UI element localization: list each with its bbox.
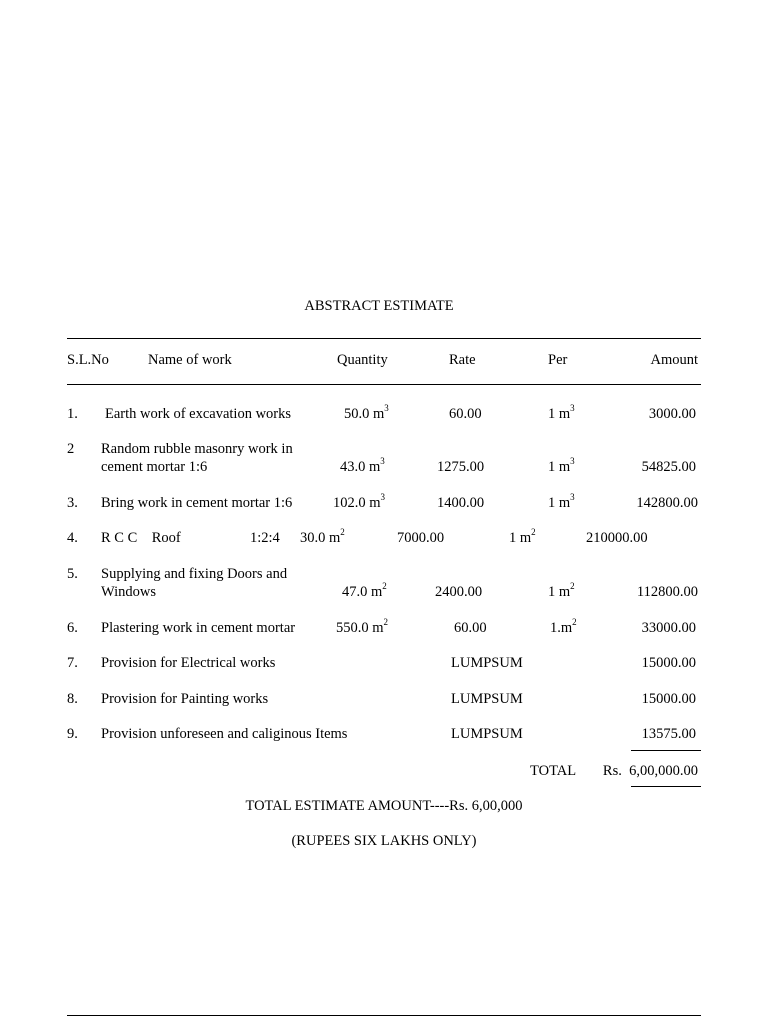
- subtotal-rule: [631, 750, 701, 751]
- row-rate: 2400.00: [435, 584, 483, 600]
- row-rate: LUMPSUM: [451, 655, 523, 671]
- row-name: Bring work in cement mortar 1:6: [101, 495, 293, 511]
- row-number: 2: [67, 441, 75, 457]
- total-label: TOTAL: [530, 763, 577, 779]
- row-number: 6.: [67, 620, 78, 636]
- row-mix-ratio: 1:2:4: [250, 530, 280, 546]
- row-rate: LUMPSUM: [451, 726, 523, 742]
- row-amount: 15000.00: [641, 691, 696, 707]
- row-rate: 1400.00: [437, 495, 485, 511]
- amount-in-words: (RUPEES SIX LAKHS ONLY): [291, 833, 477, 849]
- row-quantity: 47.0 $m^2$: [342, 581, 387, 600]
- row-quantity: 30.0 $m^2$: [300, 527, 345, 546]
- header-quantity: Quantity: [337, 352, 388, 368]
- header-per: Per: [548, 352, 568, 368]
- row-quantity: 550.0 $m^2$: [336, 617, 389, 636]
- row-amount: 54825.00: [641, 459, 696, 475]
- total-estimate-amount: TOTAL ESTIMATE AMOUNT----Rs. 6,00,000: [245, 798, 523, 814]
- header-rate: Rate: [449, 352, 476, 368]
- row-name-line1: Supplying and fixing Doors and: [101, 566, 288, 582]
- row-per: 1 $m^2$: [548, 581, 575, 600]
- row-amount: 33000.00: [641, 620, 696, 636]
- header-bottom-rule: [67, 384, 701, 385]
- row-rate: 1275.00: [437, 459, 485, 475]
- row-name: R C C Roof: [101, 530, 181, 546]
- row-name-line2: cement mortar 1:6: [101, 459, 208, 475]
- header-top-rule: [67, 338, 701, 339]
- page-bottom-rule: [67, 1015, 701, 1016]
- row-amount: 13575.00: [641, 726, 696, 742]
- row-per: 1 $m^3$: [548, 492, 575, 511]
- row-amount: 142800.00: [636, 495, 698, 511]
- row-number: 9.: [67, 726, 78, 742]
- total-rule: [631, 786, 701, 787]
- row-amount: 3000.00: [648, 406, 696, 422]
- header-amount: Amount: [650, 352, 698, 368]
- row-name: Provision for Painting works: [101, 691, 269, 707]
- row-rate: 60.00: [449, 406, 482, 422]
- row-number: 5.: [67, 566, 78, 582]
- total-value: Rs. 6,00,000.00: [602, 763, 698, 779]
- row-per: 1 $m^3$: [548, 403, 575, 422]
- header-name-of-work: Name of work: [148, 352, 232, 368]
- row-rate: 60.00: [454, 620, 487, 636]
- row-quantity: 50.0 $m^3$: [344, 403, 389, 422]
- row-number: 1.: [67, 406, 78, 422]
- document-title: ABSTRACT ESTIMATE: [304, 298, 454, 314]
- row-quantity: 102.0 $m^3$: [333, 492, 386, 511]
- row-rate: LUMPSUM: [451, 691, 523, 707]
- row-name-line2: Windows: [101, 584, 156, 600]
- row-name: Plastering work in cement mortar: [101, 620, 296, 636]
- row-amount: 210000.00: [586, 530, 648, 546]
- row-per: 1 $m^2$: [509, 527, 536, 546]
- row-number: 4.: [67, 530, 78, 546]
- row-per: 1 $m^3$: [548, 456, 575, 475]
- row-name-line1: Random rubble masonry work in: [101, 441, 293, 457]
- row-amount: 112800.00: [636, 584, 698, 600]
- row-number: 8.: [67, 691, 78, 707]
- row-amount: 15000.00: [641, 655, 696, 671]
- row-rate: 7000.00: [397, 530, 445, 546]
- row-number: 3.: [67, 495, 78, 511]
- header-sl-no: S.L.No: [67, 352, 109, 368]
- row-name: Provision for Electrical works: [101, 655, 276, 671]
- row-quantity: 43.0 $m^3$: [340, 456, 385, 475]
- row-per: $1.m^2$: [550, 617, 577, 636]
- row-name: Earth work of excavation works: [105, 406, 292, 422]
- row-name: Provision unforeseen and caliginous Items: [101, 726, 348, 742]
- row-number: 7.: [67, 655, 78, 671]
